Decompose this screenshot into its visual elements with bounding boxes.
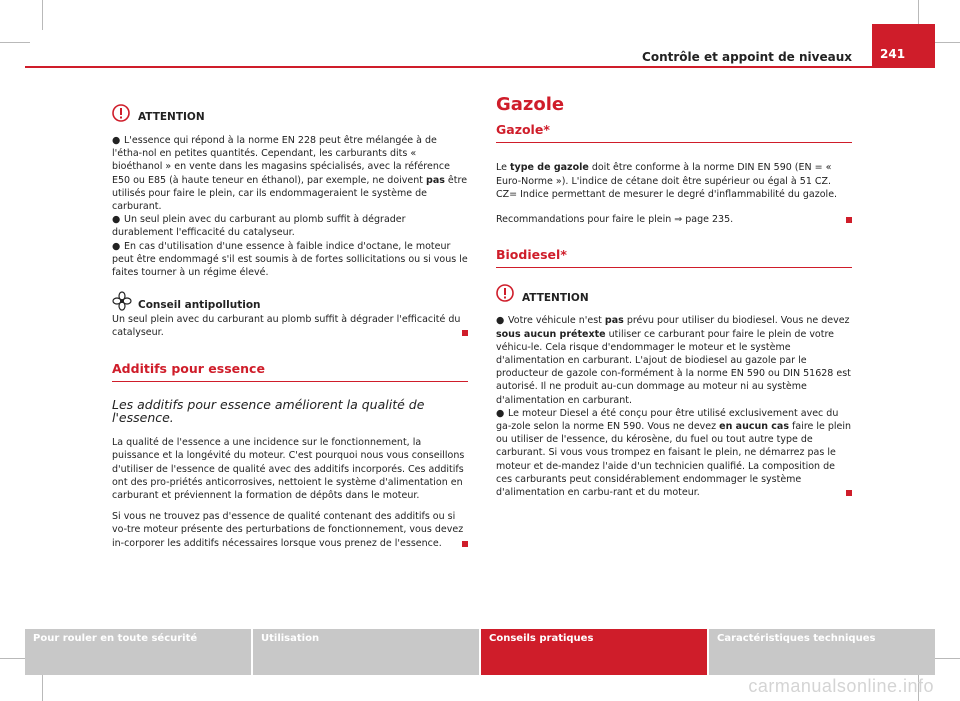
paragraph: Le type de gazole doit être conforme à la norme DIN EN 590 (EN = « Euro-Norme »). L'indice de cétane doit être supérieur ou égal à 51 CZ. CZ= Indice permettant de mesurer le degré d'inflammabilité du gazole.	[496, 162, 838, 200]
footer-nav	[25, 629, 935, 675]
list-item: ● Le moteur Diesel a été conçu pour être utilisé exclusivement avec du ga-zole selon la norme EN 590. Vous ne devez en aucun cas faire le plein ou utiliser de l'essence, du kérosène, du fuel ou tout autre type de carburant. Si vous vous trompez en faisant le plein, ne démarrez pas le moteur et de-mandez l'aide d'un technicien qualifié. La composition de ces carburants peut considérablement endommager le système d'alimentation en carbu-rant et du moteur.	[496, 407, 852, 499]
end-marker	[846, 217, 852, 223]
end-marker	[846, 490, 852, 496]
end-marker	[462, 541, 468, 547]
eco-text: Un seul plein avec du carburant au plomb suffit à dégrader l'efficacité du catalyseur.	[112, 313, 468, 339]
page-number-tab	[872, 24, 935, 68]
watermark: carmanualsonline.info	[748, 676, 934, 696]
bullet-dot: ●	[112, 214, 121, 226]
section-title: Additifs pour essence	[112, 362, 468, 382]
list-item: ● L'essence qui répond à la norme EN 228 peut être mélangée à de l'étha-nol en petites quantités. Cependant, les carburants dits « bioéthanol » en vente dans les magasins spécialisés, avec la référence E50 ou E85 (à haute teneur en éthanol), par exemple, ne doivent pas être utilisés pour faire le plein, car ils endommageraient le système de carburant.	[112, 135, 468, 213]
paragraph: Si vous ne trouvez pas d'essence de qualité contenant des additifs ou si vo-tre moteur présente des perturbations de fonctionnement, vous devez in-corporer les additifs nécessaires lorsque vous prenez de l'essence.	[112, 510, 468, 550]
bullet-dot: ●	[112, 135, 121, 146]
exclamation-circle-icon	[112, 104, 130, 122]
exclamation-circle-icon	[496, 284, 514, 302]
page-number: 241	[880, 47, 906, 61]
section-title: Biodiesel*	[496, 248, 852, 268]
attention-label: ATTENTION	[522, 291, 589, 304]
section-subtitle: Les additifs pour essence améliorent la qualité de l'essence.	[112, 396, 425, 426]
crop-mark	[42, 0, 43, 30]
crop-mark	[0, 42, 30, 43]
list-item: ● Votre véhicule n'est pas prévu pour utiliser du biodiesel. Vous ne devez sous aucun prétexte utiliser ce carburant pour faire le plein de votre véhicu-le. Cela risque d'endommager le moteur et le système d'alimentation en carburant. L'ajout de biodiesel au gazole par le producteur de gazole con-formément à la norme EN 590 ou DIN 51628 est autorisé. Il ne produit au-cun dommage au moteur ni au système d'alimentation en carburant.	[496, 315, 851, 406]
tab-caracteristiques[interactable]: Caractéristiques techniques	[709, 629, 935, 675]
list-item: ● Un seul plein avec du carburant au plomb suffit à dégrader durablement l'efficacité du catalyseur.	[112, 214, 406, 239]
tab-conseils-pratiques[interactable]: Conseils pratiques	[481, 629, 707, 675]
tab-utilisation[interactable]: Utilisation	[253, 629, 479, 675]
left-column	[112, 100, 468, 550]
eco-label: Conseil antipollution	[138, 298, 261, 311]
list-item: ● En cas d'utilisation d'une essence à faible indice d'octane, le moteur peut être endommagé s'il est soumis à de fortes sollicitations ou si vous le faites tourner à un régime élevé.	[112, 240, 468, 279]
right-column	[496, 94, 852, 499]
chapter-title: Gazole	[496, 94, 565, 115]
paragraph: La qualité de l'essence a une incidence sur le fonctionnement, la puissance et la longévité du moteur. C'est pourquoi nous vous conseillons d'utiliser de l'essence de qualité avec des additifs incorporés. Ces additifs ont des pro-priétés anticorrosives, nettoient le système d'alimentation en carburant et préviennent la formation de dépôts dans le moteur.	[112, 437, 465, 502]
paragraph: Recommandations pour faire le plein ⇒ page 235.	[496, 213, 852, 226]
tab-pour-rouler[interactable]: Pour rouler en toute sécurité	[25, 629, 251, 675]
attention-heading	[112, 100, 468, 126]
bullet-dot: ●	[496, 315, 505, 327]
attention-heading	[496, 280, 852, 306]
eco-heading	[112, 287, 468, 313]
section-title: Gazole*	[496, 123, 852, 143]
running-header: Contrôle et appoint de niveaux	[642, 50, 852, 64]
crop-mark	[42, 671, 43, 701]
end-marker	[462, 330, 468, 336]
flower-icon	[112, 291, 130, 309]
bullet-dot: ●	[496, 407, 505, 419]
bullet-dot: ●	[112, 240, 121, 252]
header-rule	[25, 66, 935, 68]
attention-label: ATTENTION	[138, 111, 205, 124]
